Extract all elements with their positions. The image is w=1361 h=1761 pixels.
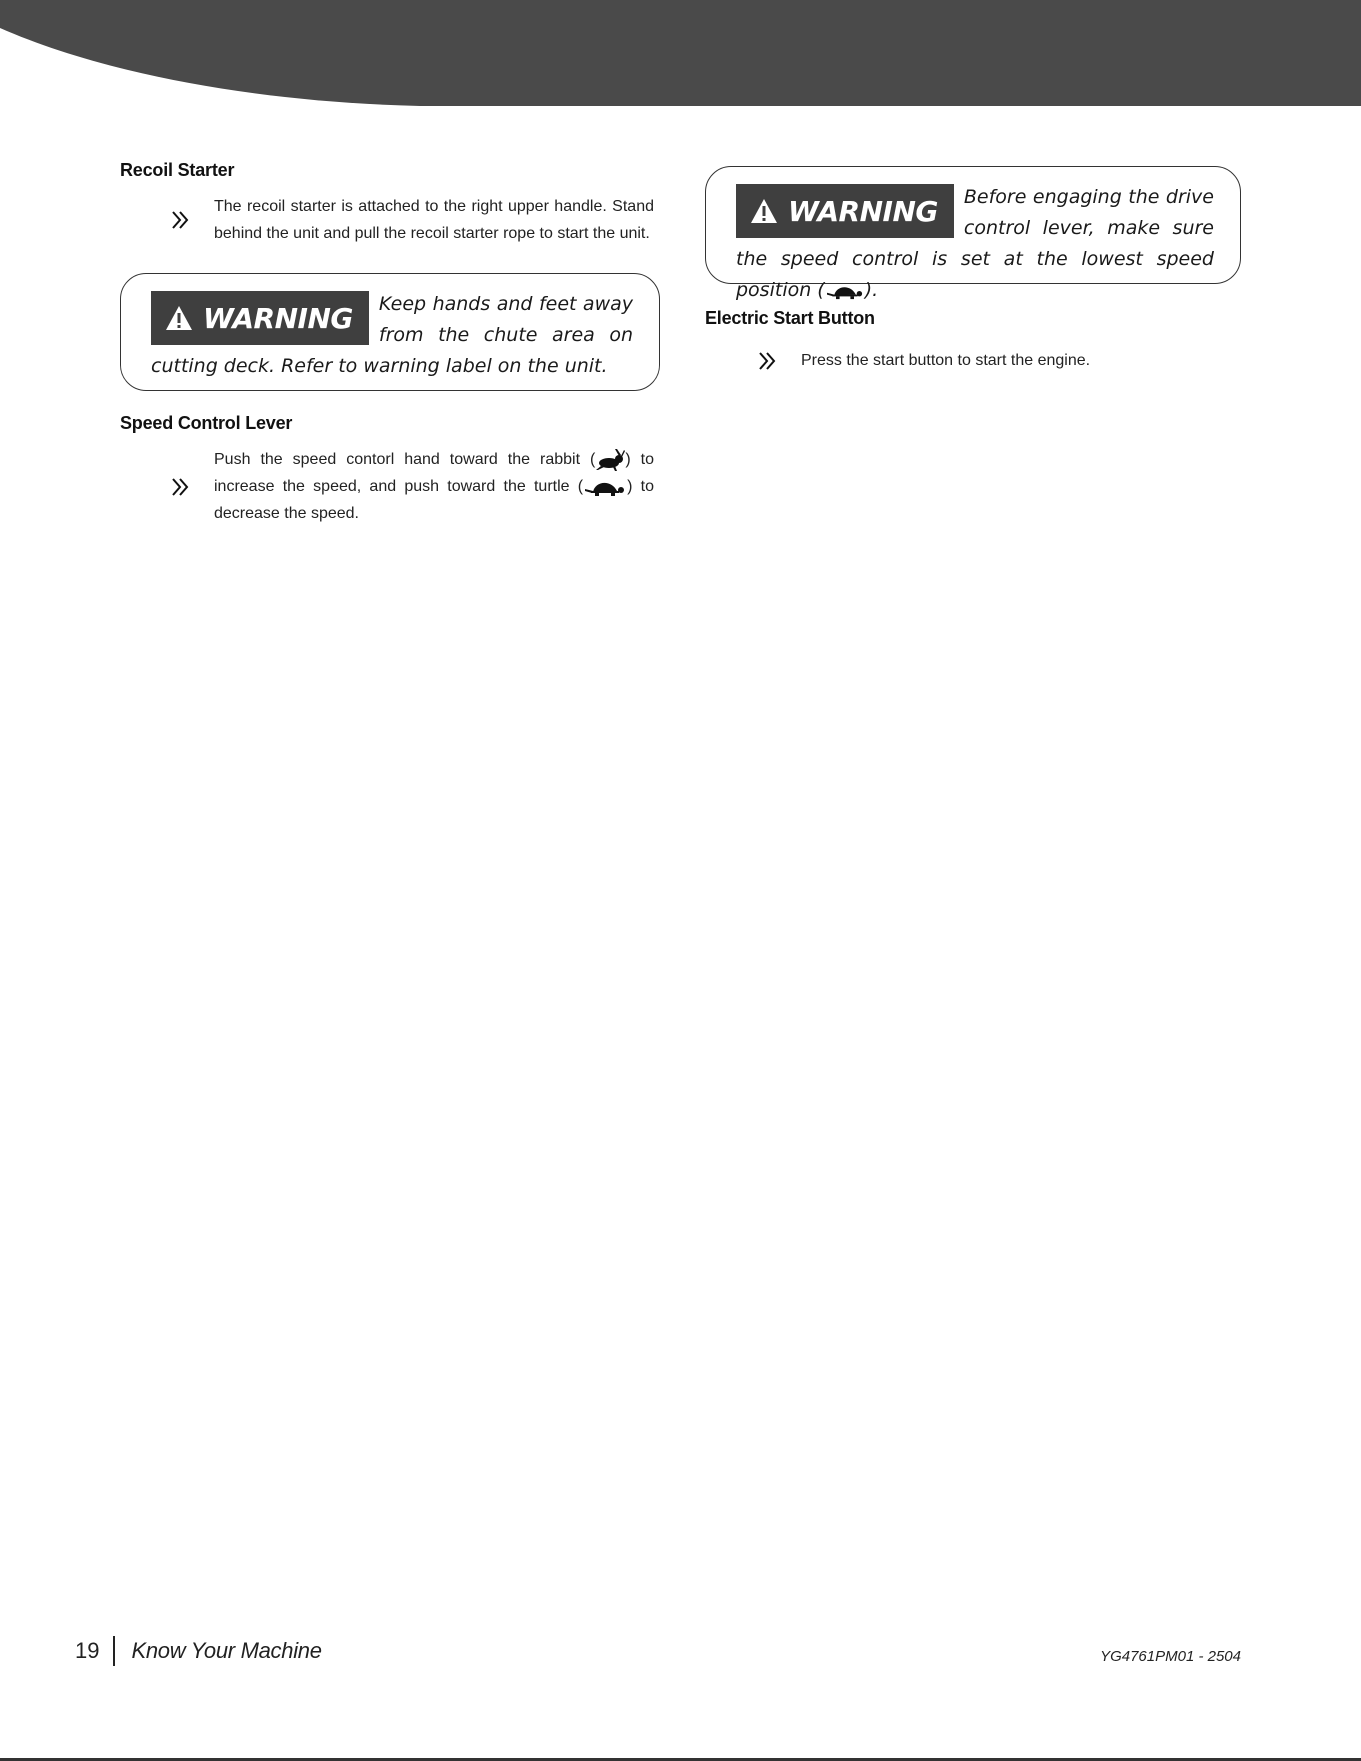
warning-triangle-icon xyxy=(750,198,778,224)
header-wave-shape xyxy=(0,0,1361,110)
warning-box-chute xyxy=(120,273,660,391)
rabbit-icon xyxy=(595,449,625,471)
chevron-double-right-icon xyxy=(757,350,779,372)
speed-control-text-part1: Push the speed contorl hand toward the rabbit ( xyxy=(214,451,596,468)
electric-start-text: Press the start button to start the engine. xyxy=(801,352,1091,369)
recoil-starter-text: The recoil starter is attached to the right upper handle. Stand behind the unit and pull the recoil starter rope to start the unit. xyxy=(214,198,654,242)
right-column xyxy=(705,166,1241,374)
header-band xyxy=(0,0,1361,110)
recoil-starter-section xyxy=(120,160,660,247)
recoil-starter-heading: Recoil Starter xyxy=(120,160,235,180)
warning-box-speed xyxy=(705,166,1241,301)
page-number: 19 xyxy=(75,1638,100,1663)
turtle-icon xyxy=(825,282,865,300)
electric-start-heading: Electric Start Button xyxy=(705,308,875,328)
warning-chute-text: Keep hands and feet away from the chute area on cutting deck. Refer to warning label on the unit. xyxy=(151,293,633,377)
speed-control-section xyxy=(120,413,660,527)
turtle-icon xyxy=(583,477,627,497)
warning-speed-text-part2: ). xyxy=(864,279,879,301)
document-code: YG4761PM01 - 2504 xyxy=(1100,1648,1241,1665)
chevron-double-right-icon xyxy=(170,476,192,498)
footer-divider xyxy=(113,1636,115,1666)
page-footer xyxy=(75,1636,322,1666)
speed-control-bullet xyxy=(120,446,660,527)
electric-start-section xyxy=(705,308,1241,374)
speed-control-heading: Speed Control Lever xyxy=(120,413,293,433)
warning-label: WARNING xyxy=(788,194,938,228)
footer-section-title: Know Your Machine xyxy=(131,1638,322,1663)
warning-badge xyxy=(736,184,954,238)
left-column xyxy=(120,160,660,527)
warning-speed-text-part1: Before engaging the drive control lever, make sure the speed control is set at the lowest speed position ( xyxy=(736,186,1214,301)
speed-control-text xyxy=(214,446,654,527)
electric-start-bullet xyxy=(705,347,1241,374)
warning-triangle-icon xyxy=(165,305,193,331)
recoil-starter-bullet xyxy=(120,193,660,247)
warning-label: WARNING xyxy=(203,301,353,335)
warning-badge xyxy=(151,291,369,345)
chevron-double-right-icon xyxy=(170,209,192,231)
speed-control-text-part2: ) to increase the speed, and push toward the turtle ( xyxy=(214,451,654,495)
speed-control-text-part3: ) to decrease the speed. xyxy=(214,478,655,522)
